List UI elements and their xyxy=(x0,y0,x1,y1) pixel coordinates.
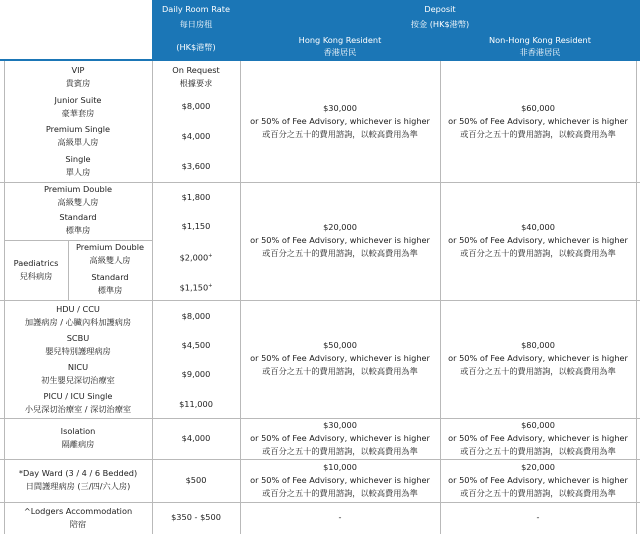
room-name-zh: 豪華套房 xyxy=(61,108,95,118)
header-deposit-en: Deposit xyxy=(424,4,456,14)
rate-footnote-mark: + xyxy=(208,283,213,289)
rate-value-zh: 根據要求 xyxy=(179,78,213,88)
room-paed-standard xyxy=(68,271,152,297)
room-name-zh: 陪宿 xyxy=(69,519,87,529)
rate-nicu xyxy=(152,368,240,381)
header-non-hk-resident-en: Non-Hong Kong Resident xyxy=(489,35,591,45)
room-name-en: NICU xyxy=(67,362,89,372)
room-name-zh: 隔離病房 xyxy=(61,439,95,449)
deposit-hk xyxy=(240,339,440,378)
rate-value xyxy=(152,280,240,295)
header-deposit-zh: 按金 (HK$港幣) xyxy=(410,19,470,29)
room-name-en: Standard xyxy=(91,272,129,282)
room-name-en: Single xyxy=(65,154,91,164)
deposit-clause-en: or 50% of Fee Advisory, whichever is higher xyxy=(250,433,430,443)
deposit-non-hk xyxy=(440,419,636,458)
rate-value: $500 xyxy=(185,475,207,485)
deposit-clause-zh: 或百分之五十的費用諮詢，以較高費用為準 xyxy=(460,129,616,139)
room-name-zh: 單人房 xyxy=(65,167,91,177)
deposit-clause-zh: 或百分之五十的費用諮詢，以較高費用為準 xyxy=(460,248,616,258)
header-daily-rate-zh: 每日房租 xyxy=(179,19,213,29)
room-name-en: SCBU xyxy=(66,333,90,343)
room-name-en: Junior Suite xyxy=(54,95,102,105)
room-lodgers xyxy=(4,505,152,531)
room-vip xyxy=(4,64,152,90)
deposit-clause-en: or 50% of Fee Advisory, whichever is higher xyxy=(448,235,628,245)
paediatrics-label-en: Paediatrics xyxy=(13,258,59,268)
room-name-en: *Day Ward (3 / 4 / 6 Bedded) xyxy=(18,468,138,478)
room-name-en: Standard xyxy=(59,212,97,222)
room-name-zh: 標準房 xyxy=(65,225,91,235)
room-name-zh: 標準房 xyxy=(97,285,123,295)
rate-paed-standard xyxy=(152,280,240,295)
rate-single xyxy=(152,160,240,173)
header-deposit xyxy=(240,0,640,60)
room-name-zh: 初生嬰兒深切治療室 xyxy=(41,375,115,385)
rate-value: $8,000 xyxy=(181,101,211,111)
deposit-amount: $30,000 xyxy=(323,103,357,113)
rate-day-ward xyxy=(152,474,240,487)
room-name-zh: 高級雙人房 xyxy=(89,255,131,265)
header-daily-rate xyxy=(152,0,240,60)
deposit-clause-zh: 或百分之五十的費用諮詢，以較高費用為準 xyxy=(460,366,616,376)
deposit-clause-zh: 或百分之五十的費用諮詢，以較高費用為準 xyxy=(262,488,418,498)
room-name-en: Premium Double xyxy=(43,184,113,194)
deposit-hk xyxy=(240,102,440,141)
deposit-clause-en: or 50% of Fee Advisory, whichever is higher xyxy=(448,353,628,363)
grid-line xyxy=(0,459,640,460)
deposit-amount: $40,000 xyxy=(521,222,555,232)
room-hdu-ccu xyxy=(4,303,152,329)
deposit-clause-en: or 50% of Fee Advisory, whichever is higher xyxy=(250,235,430,245)
room-standard xyxy=(4,211,152,237)
deposit-clause-en: or 50% of Fee Advisory, whichever is higher xyxy=(448,475,628,485)
deposit-hk xyxy=(240,221,440,260)
rate-paed-premium-double xyxy=(152,250,240,265)
rate-value: $4,500 xyxy=(181,340,211,350)
room-name-en: PICU / ICU Single xyxy=(43,391,113,401)
paediatrics-label-zh: 兒科病房 xyxy=(19,271,53,281)
paediatrics-label xyxy=(4,257,68,283)
deposit-amount: $20,000 xyxy=(323,222,357,232)
rate-lodgers xyxy=(152,511,240,524)
header-hk-resident-en: Hong Kong Resident xyxy=(298,35,382,45)
rate-hdu-ccu xyxy=(152,310,240,323)
room-day-ward xyxy=(4,467,152,493)
rate-value: $350 - $500 xyxy=(171,512,221,522)
room-paed-premium-double xyxy=(68,241,152,267)
rate-value: $1,800 xyxy=(181,192,211,202)
room-isolation xyxy=(4,425,152,451)
deposit-amount: - xyxy=(536,512,540,522)
header-currency: (HK$港幣) xyxy=(176,42,216,52)
room-name-zh: 高級單人房 xyxy=(57,137,99,147)
deposit-clause-en: or 50% of Fee Advisory, whichever is higher xyxy=(250,475,430,485)
room-name-zh: 高級雙人房 xyxy=(57,197,99,207)
deposit-amount: $20,000 xyxy=(521,462,555,472)
deposit-non-hk xyxy=(440,339,636,378)
deposit-clause-en: or 50% of Fee Advisory, whichever is higher xyxy=(448,116,628,126)
rate-value: On Request xyxy=(172,65,220,75)
rate-value: $9,000 xyxy=(181,369,211,379)
deposit-amount: $60,000 xyxy=(521,103,555,113)
rate-value: $1,150 xyxy=(181,221,211,231)
header-non-hk-resident-zh: 非香港居民 xyxy=(519,47,561,57)
deposit-clause-zh: 或百分之五十的費用諮詢，以較高費用為準 xyxy=(262,366,418,376)
deposit-clause-zh: 或百分之五十的費用諮詢，以較高費用為準 xyxy=(262,248,418,258)
deposit-hk xyxy=(240,461,440,500)
rate-value: $4,000 xyxy=(181,131,211,141)
deposit-amount: $80,000 xyxy=(521,340,555,350)
room-premium-double xyxy=(4,183,152,209)
deposit-amount: - xyxy=(338,512,342,522)
deposit-clause-zh: 或百分之五十的費用諮詢，以較高費用為準 xyxy=(262,446,418,456)
rate-scbu xyxy=(152,339,240,352)
deposit-clause-en: or 50% of Fee Advisory, whichever is higher xyxy=(250,116,430,126)
deposit-clause-en: or 50% of Fee Advisory, whichever is higher xyxy=(448,433,628,443)
room-name-en: ^Lodgers Accommodation xyxy=(23,506,133,516)
grid-line xyxy=(636,61,637,534)
room-name-zh: 小兒深切治療室 / 深切治療室 xyxy=(24,404,132,414)
room-nicu xyxy=(4,361,152,387)
room-premium-single xyxy=(4,123,152,149)
room-name-zh: 貴賓房 xyxy=(65,78,91,88)
room-name-en: Isolation xyxy=(60,426,96,436)
deposit-amount: $10,000 xyxy=(323,462,357,472)
room-picu-icu xyxy=(4,390,152,416)
rate-vip xyxy=(152,64,240,90)
header-hk-resident-zh: 香港居民 xyxy=(323,47,357,57)
deposit-non-hk xyxy=(440,102,636,141)
room-single xyxy=(4,153,152,179)
room-name-zh: 日間護理病房 (三/四/六人房) xyxy=(25,481,131,491)
rate-premium-double xyxy=(152,191,240,204)
room-name-en: VIP xyxy=(71,65,85,75)
deposit-non-hk xyxy=(440,511,636,524)
rate-value: $3,600 xyxy=(181,161,211,171)
rate-value xyxy=(152,250,240,265)
grid-line xyxy=(0,502,640,503)
deposit-amount: $60,000 xyxy=(521,420,555,430)
room-name-zh: 加護病房 / 心臟內科加護病房 xyxy=(24,317,132,327)
grid-line xyxy=(0,300,640,301)
deposit-clause-zh: 或百分之五十的費用諮詢，以較高費用為準 xyxy=(460,488,616,498)
header-daily-rate-en: Daily Room Rate xyxy=(161,4,230,14)
deposit-amount: $50,000 xyxy=(323,340,357,350)
header-rule xyxy=(0,59,640,61)
rate-premium-single xyxy=(152,130,240,143)
room-junior-suite xyxy=(4,94,152,120)
room-name-en: Premium Single xyxy=(45,124,111,134)
room-name-en: Premium Double xyxy=(75,242,145,252)
deposit-hk xyxy=(240,419,440,458)
rate-isolation xyxy=(152,432,240,445)
deposit-non-hk xyxy=(440,461,636,500)
deposit-clause-zh: 或百分之五十的費用諮詢，以較高費用為準 xyxy=(262,129,418,139)
rate-value: $11,000 xyxy=(179,399,213,409)
rate-value: $8,000 xyxy=(181,311,211,321)
rate-amount: $1,150 xyxy=(179,282,209,293)
room-name-zh: 嬰兒特別護理病房 xyxy=(45,346,111,356)
rate-amount: $2,000 xyxy=(179,252,209,263)
room-scbu xyxy=(4,332,152,358)
deposit-hk xyxy=(240,511,440,524)
rate-value: $4,000 xyxy=(181,433,211,443)
room-name-en: HDU / CCU xyxy=(56,304,100,314)
deposit-amount: $30,000 xyxy=(323,420,357,430)
deposit-non-hk xyxy=(440,221,636,260)
rate-standard xyxy=(152,220,240,233)
deposit-clause-zh: 或百分之五十的費用諮詢，以較高費用為準 xyxy=(460,446,616,456)
rate-picu-icu xyxy=(152,398,240,411)
deposit-clause-en: or 50% of Fee Advisory, whichever is higher xyxy=(250,353,430,363)
rate-footnote-mark: + xyxy=(208,253,213,259)
rate-junior-suite xyxy=(152,100,240,113)
